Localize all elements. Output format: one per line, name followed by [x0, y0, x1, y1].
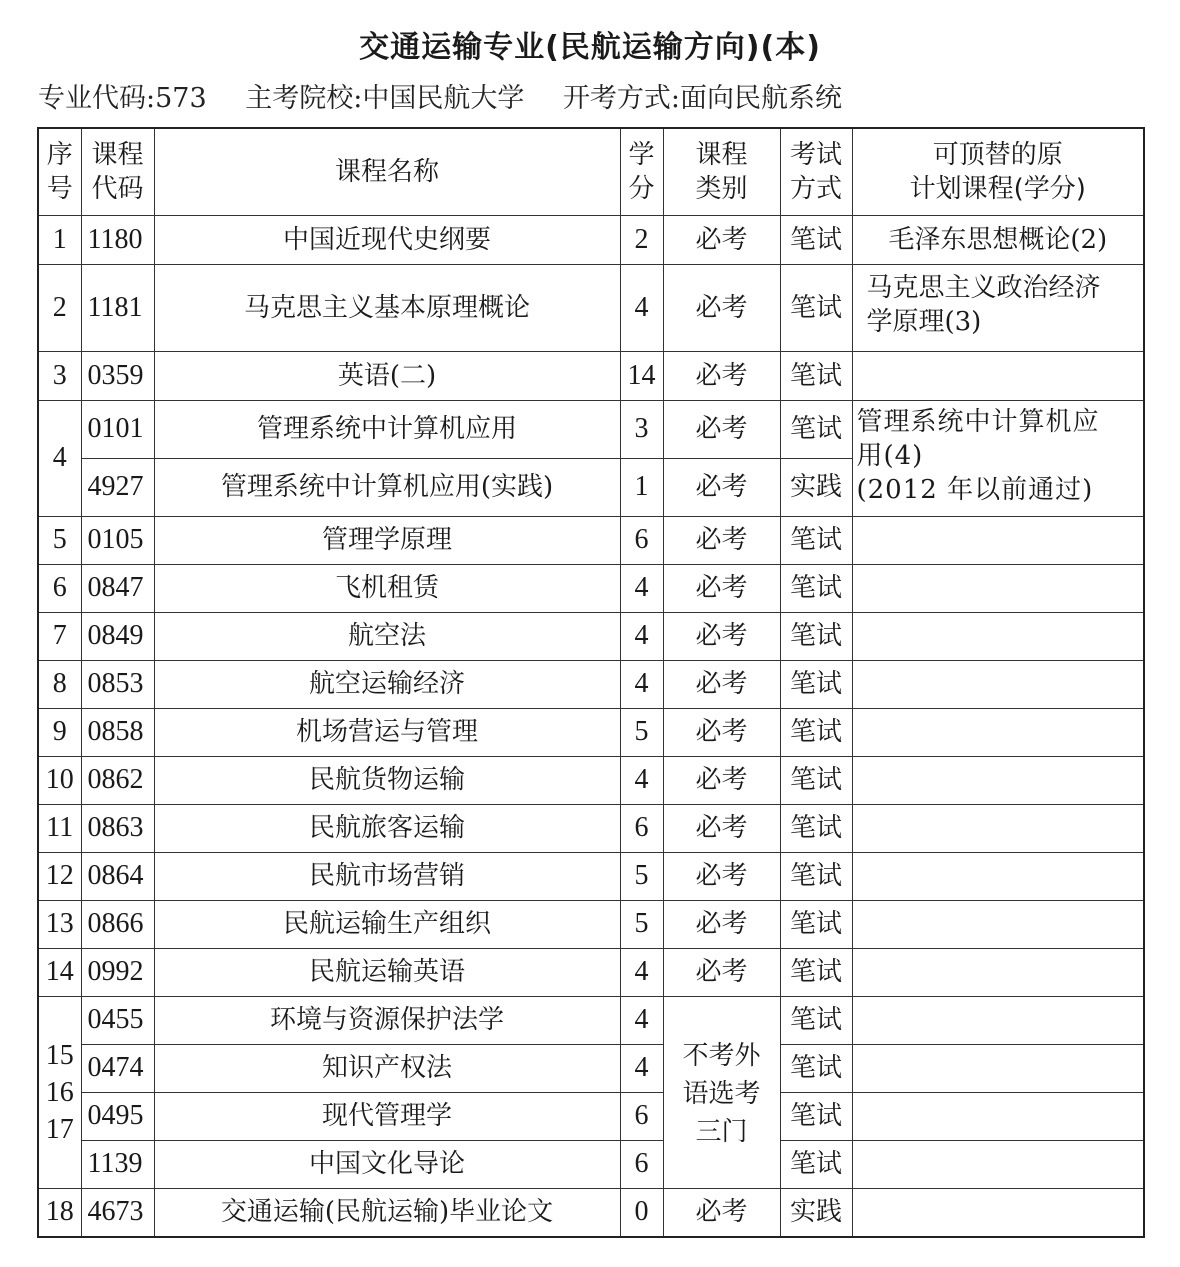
cell-code: 0474	[81, 1044, 154, 1092]
cell-name: 管理系统中计算机应用	[154, 400, 620, 458]
header-code: 课程 代码	[81, 128, 154, 215]
table-row	[38, 264, 1144, 351]
cell-credit: 6	[620, 516, 663, 564]
cell-credit: 6	[620, 804, 663, 852]
cell-code: 4673	[81, 1188, 154, 1237]
cell-method: 笔试	[780, 996, 852, 1044]
cell-credit: 14	[620, 351, 663, 400]
cell-credit: 2	[620, 215, 663, 264]
cell-type: 必考	[663, 756, 780, 804]
cell-method: 笔试	[780, 564, 852, 612]
cell-type: 必考	[663, 516, 780, 564]
cell-credit: 4	[620, 612, 663, 660]
cell-name: 中国文化导论	[154, 1140, 620, 1188]
cell-replace	[852, 1188, 1144, 1237]
cell-code: 0455	[81, 996, 154, 1044]
cell-method: 笔试	[780, 900, 852, 948]
cell-credit: 6	[620, 1092, 663, 1140]
cell-credit: 4	[620, 756, 663, 804]
cell-type: 必考	[663, 400, 780, 458]
cell-code: 1181	[81, 264, 154, 351]
cell-code: 0858	[81, 708, 154, 756]
cell-replace	[852, 708, 1144, 756]
cell-seq: 10	[38, 756, 81, 804]
cell-type: 必考	[663, 215, 780, 264]
cell-replace	[852, 564, 1144, 612]
cell-type: 必考	[663, 264, 780, 351]
cell-code: 0849	[81, 612, 154, 660]
cell-code: 0863	[81, 804, 154, 852]
cell-type: 必考	[663, 852, 780, 900]
table-header-row	[38, 128, 1144, 215]
cell-method: 笔试	[780, 1140, 852, 1188]
cell-code: 0864	[81, 852, 154, 900]
cell-type: 必考	[663, 612, 780, 660]
cell-method: 笔试	[780, 264, 852, 351]
cell-credit: 5	[620, 852, 663, 900]
header-credit: 学 分	[620, 128, 663, 215]
cell-code: 0853	[81, 660, 154, 708]
cell-seq: 13	[38, 900, 81, 948]
cell-name: 现代管理学	[154, 1092, 620, 1140]
cell-credit: 4	[620, 948, 663, 996]
cell-method: 笔试	[780, 948, 852, 996]
cell-method: 笔试	[780, 660, 852, 708]
cell-credit: 5	[620, 900, 663, 948]
major-info	[38, 76, 872, 115]
cell-credit: 4	[620, 264, 663, 351]
cell-type: 必考	[663, 948, 780, 996]
cell-seq: 2	[38, 264, 81, 351]
cell-method: 笔试	[780, 612, 852, 660]
cell-seq: 9	[38, 708, 81, 756]
cell-replace	[852, 660, 1144, 708]
cell-method: 实践	[780, 1188, 852, 1237]
cell-name: 民航货物运输	[154, 756, 620, 804]
cell-credit: 4	[620, 564, 663, 612]
cell-code: 0992	[81, 948, 154, 996]
header-replace: 可顶替的原 计划课程(学分)	[852, 128, 1144, 215]
table-row	[38, 516, 1144, 564]
header-type: 课程 类别	[663, 128, 780, 215]
table-row	[38, 852, 1144, 900]
cell-method: 笔试	[780, 400, 852, 458]
cell-name: 航空法	[154, 612, 620, 660]
cell-method: 笔试	[780, 756, 852, 804]
cell-name: 环境与资源保护法学	[154, 996, 620, 1044]
cell-code: 1180	[81, 215, 154, 264]
cell-replace	[852, 1092, 1144, 1140]
cell-name: 民航运输英语	[154, 948, 620, 996]
cell-seq: 11	[38, 804, 81, 852]
cell-replace: 管理系统中计算机应 用(4) (2012 年以前通过)	[852, 400, 1144, 516]
cell-credit: 0	[620, 1188, 663, 1237]
cell-name: 交通运输(民航运输)毕业论文	[154, 1188, 620, 1237]
header-method: 考试 方式	[780, 128, 852, 215]
cell-seq: 7	[38, 612, 81, 660]
page-title: 交通运输专业(民航运输方向)(本)	[359, 30, 821, 65]
cell-replace	[852, 612, 1144, 660]
cell-credit: 4	[620, 1044, 663, 1092]
cell-replace	[852, 948, 1144, 996]
cell-type: 必考	[663, 564, 780, 612]
exam-mode: 开考方式:面向民航系统	[562, 83, 843, 114]
cell-code: 0862	[81, 756, 154, 804]
table-row	[38, 996, 1144, 1044]
cell-method: 笔试	[780, 1092, 852, 1140]
cell-seq: 8	[38, 660, 81, 708]
cell-credit: 3	[620, 400, 663, 458]
cell-replace	[852, 900, 1144, 948]
table-row	[38, 1188, 1144, 1237]
cell-replace	[852, 996, 1144, 1044]
table-row	[38, 612, 1144, 660]
table-row	[38, 400, 1144, 458]
cell-method: 笔试	[780, 351, 852, 400]
cell-credit: 4	[620, 996, 663, 1044]
cell-name: 知识产权法	[154, 1044, 620, 1092]
table-row	[38, 948, 1144, 996]
cell-seq: 14	[38, 948, 81, 996]
cell-type: 必考	[663, 1188, 780, 1237]
cell-code: 1139	[81, 1140, 154, 1188]
cell-code: 0495	[81, 1092, 154, 1140]
course-table	[37, 127, 1145, 1238]
cell-method: 笔试	[780, 708, 852, 756]
cell-seq-group: 15 16 17	[38, 996, 81, 1188]
cell-method: 笔试	[780, 852, 852, 900]
cell-seq: 1	[38, 215, 81, 264]
cell-seq: 5	[38, 516, 81, 564]
cell-replace	[852, 351, 1144, 400]
cell-method: 笔试	[780, 215, 852, 264]
table-row	[38, 804, 1144, 852]
cell-method: 笔试	[780, 1044, 852, 1092]
cell-replace	[852, 1140, 1144, 1188]
cell-replace	[852, 1044, 1144, 1092]
cell-credit: 4	[620, 660, 663, 708]
header-name: 课程名称	[154, 128, 620, 215]
cell-credit: 1	[620, 458, 663, 516]
cell-name: 机场营运与管理	[154, 708, 620, 756]
cell-type: 必考	[663, 708, 780, 756]
table-row	[38, 900, 1144, 948]
cell-replace	[852, 852, 1144, 900]
cell-replace	[852, 804, 1144, 852]
cell-name: 民航旅客运输	[154, 804, 620, 852]
table-row	[38, 756, 1144, 804]
cell-code: 0866	[81, 900, 154, 948]
table-row	[38, 1044, 1144, 1092]
cell-type: 必考	[663, 351, 780, 400]
table-row	[38, 1140, 1144, 1188]
cell-code: 0847	[81, 564, 154, 612]
cell-seq: 18	[38, 1188, 81, 1237]
table-row	[38, 215, 1144, 264]
cell-code: 4927	[81, 458, 154, 516]
cell-replace	[852, 516, 1144, 564]
table-row	[38, 660, 1144, 708]
cell-replace: 毛泽东思想概论(2)	[852, 215, 1144, 264]
table-row	[38, 351, 1144, 400]
table-row	[38, 708, 1144, 756]
cell-seq: 6	[38, 564, 81, 612]
cell-seq: 4	[38, 400, 81, 516]
host-school: 主考院校:中国民航大学	[245, 83, 525, 114]
cell-method: 笔试	[780, 516, 852, 564]
cell-method: 实践	[780, 458, 852, 516]
cell-code: 0105	[81, 516, 154, 564]
cell-name: 航空运输经济	[154, 660, 620, 708]
cell-replace: 马克思主义政治经济 学原理(3)	[852, 264, 1144, 351]
cell-type: 必考	[663, 458, 780, 516]
table-row	[38, 564, 1144, 612]
table-row	[38, 1092, 1144, 1140]
cell-type-group: 不考外 语选考 三门	[663, 996, 780, 1188]
cell-name: 英语(二)	[154, 351, 620, 400]
header-seq: 序 号	[38, 128, 81, 215]
cell-name: 马克思主义基本原理概论	[154, 264, 620, 351]
cell-code: 0101	[81, 400, 154, 458]
major-code: 专业代码:573	[38, 83, 207, 114]
cell-type: 必考	[663, 660, 780, 708]
cell-method: 笔试	[780, 804, 852, 852]
cell-name: 民航市场营销	[154, 852, 620, 900]
cell-name: 管理学原理	[154, 516, 620, 564]
cell-type: 必考	[663, 900, 780, 948]
cell-name: 民航运输生产组织	[154, 900, 620, 948]
cell-type: 必考	[663, 804, 780, 852]
cell-credit: 5	[620, 708, 663, 756]
cell-seq: 12	[38, 852, 81, 900]
cell-seq: 3	[38, 351, 81, 400]
cell-replace	[852, 756, 1144, 804]
cell-name: 飞机租赁	[154, 564, 620, 612]
cell-name: 中国近现代史纲要	[154, 215, 620, 264]
cell-credit: 6	[620, 1140, 663, 1188]
cell-code: 0359	[81, 351, 154, 400]
cell-name: 管理系统中计算机应用(实践)	[154, 458, 620, 516]
